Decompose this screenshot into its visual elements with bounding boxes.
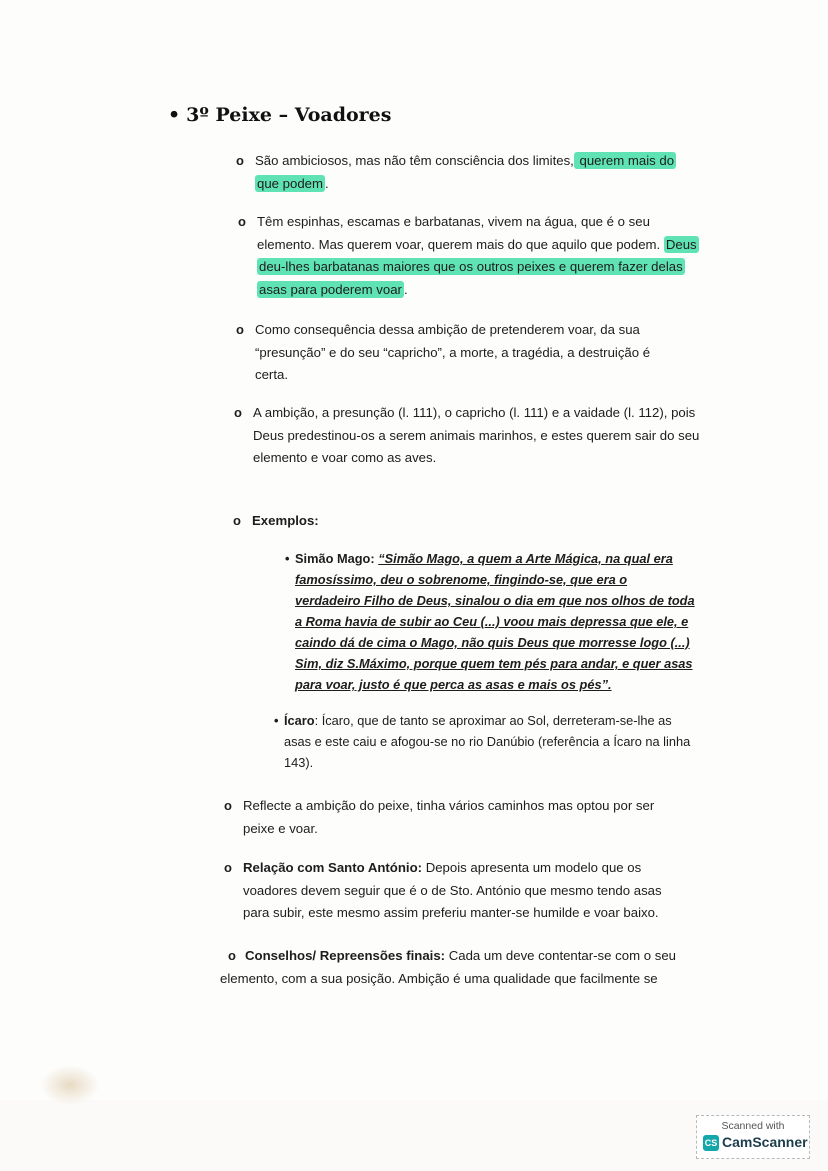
list-item-conselhos [220,945,695,990]
list-marker: o [236,153,244,168]
item-text: Cada um deve contentar-se com o seu elemento, com a sua posição. Ambição é uma qualidade que facilmente se [220,948,676,986]
example-text: : Ícaro, que de tanto se aproximar ao Sol, derreteram-se-lhe as asas e este caiu e afogou-se no rio Danúbio (referência a Ícaro na linha 143). [284,713,691,770]
list-marker: o [224,798,232,813]
item-label: Conselhos/ Repreensões finais: [245,948,446,963]
example-quote: “Simão Mago, a quem a Arte Mágica, na qual era famosíssimo, deu o sobrenome, fingindo-se, que era o verdadeiro Filho de Deus, sinalou o dia em que nos olhos de toda a Roma havia de subir ao Ceu (...) voou mais depressa que ele, e caindo dá de cima o Mago, não quis Deus que morresse logo (...) Sim, diz S.Máximo, porque quem tem pés para andar, e quer asas para voar, justo é que perca as asas e mais os pés”. [295,551,695,692]
list-marker: o [233,513,241,528]
list-item-reflecte [224,795,683,840]
list-item-1 [236,150,695,195]
item-text-end: . [325,175,329,191]
list-item-3 [236,319,685,387]
item-text-end: . [403,281,408,297]
example-bullet: • [285,551,290,566]
scanned-with-text: Scanned with [721,1120,785,1132]
camscanner-watermark [696,1115,810,1159]
paper-stain [40,1065,100,1105]
list-item-2 [238,211,702,301]
heading-bullet: • [168,104,181,126]
examples-label: Exemplos: [252,513,319,528]
example-simao-mago [285,548,695,695]
section-heading [168,104,391,126]
item-text: Como consequência dessa ambição de pretenderem voar, da sua “presunção” e do seu “capricho”, a morte, a tragédia, a destruição é certa. [255,322,651,382]
highlighted-text: querem mais do que podem [257,153,675,191]
list-item-examples [233,510,452,533]
item-text: Têm espinhas, escamas e barbatanas, vivem na água, que é o seu elemento. Mas querem voar, querem mais do que aquilo que podem. [257,214,664,252]
item-text: Reflecte a ambição do peixe, tinha vários caminhos mas optou por ser peixe e voar. [243,798,655,836]
list-marker: o [238,214,246,229]
list-marker: o [228,948,236,963]
list-marker: o [234,405,242,420]
camscanner-brand: CamScanner [722,1134,808,1150]
heading-title: 3º Peixe – Voadores [186,104,392,126]
example-icaro [274,710,694,773]
list-marker: o [236,322,244,337]
example-label: Simão Mago: [295,551,375,566]
list-item-4 [234,402,703,470]
item-text: Depois apresenta um modelo que os voadores devem seguir que é o de Sto. António que mesmo tendo asas para subir, este mesmo assim preferiu manter-se humilde e voar baixo. [243,860,662,920]
highlighted-text: Deus deu-lhes barbatanas maiores que os outros peixes e querem fazer delas asas para poderem voar [259,236,697,297]
example-label: Ícaro [284,713,315,728]
camscanner-logo-icon: CS [703,1135,719,1151]
list-item-santo-antonio [224,857,688,925]
item-text: São ambiciosos, mas não têm consciência dos limites, [255,153,574,168]
item-text: A ambição, a presunção (l. 111), o capricho (l. 111) e a vaidade (l. 112), pois Deus predestinou-os a serem animais marinhos, e estes querem sair do seu elemento e voar como as aves. [253,405,700,465]
list-marker: o [224,860,232,875]
example-bullet: • [274,713,279,728]
item-label: Relação com Santo António: [243,860,423,875]
